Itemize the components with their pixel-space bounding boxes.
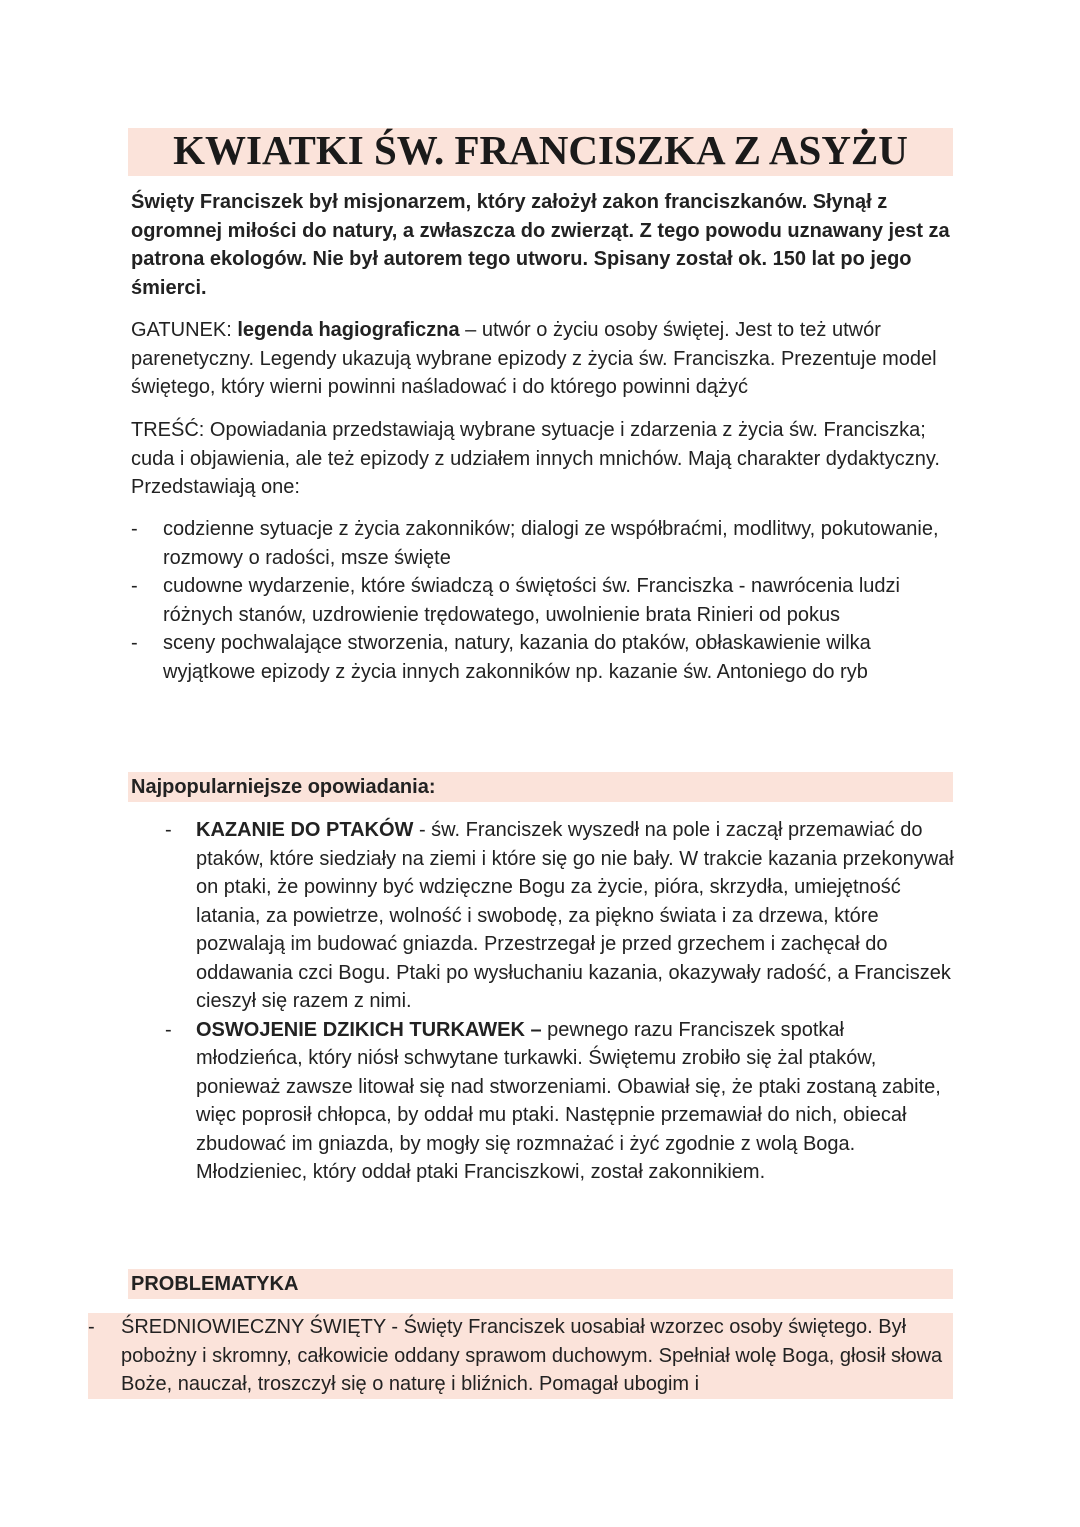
page-title: KWIATKI ŚW. FRANCISZKA Z ASYŻU: [173, 127, 908, 173]
story-item: [165, 1016, 955, 1187]
dash-bullet: -: [131, 518, 138, 540]
list-item-text: sceny pochwalające stworzenia, natury, kazania do ptaków, obłaskawienie wilka wyjątkowe epizody z życia innych zakonników np. kazanie św. Antoniego do ryb: [163, 632, 871, 683]
list-item: [131, 515, 961, 572]
genre-term: legenda hagiograficzna: [237, 319, 460, 341]
popular-heading: Najpopularniejsze opowiadania:: [131, 776, 436, 798]
dash-bullet: -: [165, 819, 172, 841]
dash-bullet: -: [165, 1018, 172, 1041]
dash-bullet: -: [131, 575, 138, 597]
story-text: pewnego razu Franciszek spotkał młodzieńca, który niósł schwytane turkawki. Świętemu zrobiło się żal ptaków, ponieważ zawsze litował się nad stworzeniami. Obawiał się, że ptaki zostaną zabite, więc poprosił chłopca, by oddał mu ptaki. Następnie przemawiał do nich, obiecał zbudować im gniazda, by mogły się rozmnażać i żyć zgodnie z wolą Boga. Młodzieniec, który oddał ptaki Franciszkowi, został zakonnikiem.: [196, 1018, 941, 1183]
dash-bullet: -: [131, 632, 138, 654]
genre-label: GATUNEK:: [131, 319, 238, 341]
content-paragraph: TREŚĆ: Opowiadania przedstawiają wybrane sytuacje i zdarzenia z życia św. Franciszka; cuda i objawienia, ale też epizody z udziałem innych mnichów. Mają charakter dydaktyczny. Przedstawiają one:: [131, 419, 940, 498]
list-item: [88, 1313, 953, 1399]
genre-text: – utwór o życiu osoby świętej. Jest to też utwór parenetyczny. Legendy ukazują wybrane epizody z życia św. Franciszka. Prezentuje model świętego, który wierni powinni naśladować i do którego powinni dążyć: [131, 319, 937, 398]
story-text: - św. Franciszek wyszedł na pole i zaczął przemawiać do ptaków, które siedziały na ziemi i które się go nie bały. W trakcie kazania przekonywał on ptaki, że powinny być wdzięczne Bogu za życie, pióra, skrzydła, umiejętność latania, za powietrze, wolność i swobodę, za piękno świata i za drzewa, które pozwalają im budować gniazda. Przestrzegał je przed grzechem i zachęcał do oddawania czci Bogu. Ptaki po wysłuchaniu kazania, okazywały radość, a Franciszek cieszył się razem z nimi.: [196, 819, 954, 1012]
story-item: [165, 816, 955, 1016]
story-title: OSWOJENIE DZIKICH TURKAWEK –: [196, 1018, 542, 1041]
genre-paragraph: [131, 316, 956, 402]
problem-text: ŚREDNIOWIECZNY ŚWIĘTY - Święty Franciszek uosabiał wzorzec osoby świętego. Był pobożny i skromny, całkowicie oddany sprawom duchowym. Spełniał wolę Boga, głosił słowa Boże, nauczał, troszczył się o naturę i bliźnich. Pomagał ubogim i: [121, 1316, 943, 1395]
list-item-text: cudowne wydarzenie, które świadczą o świętości św. Franciszka - nawrócenia ludzi różnych stanów, uzdrowienie trędowatego, uwolnienie brata Rinieri od pokus: [163, 575, 900, 626]
list-item: [131, 629, 961, 686]
problems-heading: PROBLEMATYKA: [131, 1273, 299, 1295]
list-item: [131, 572, 961, 629]
stories-list: [165, 816, 955, 1187]
content-list: [131, 515, 961, 686]
dash-bullet: -: [88, 1316, 95, 1338]
problems-list: [88, 1313, 953, 1399]
list-item-text: codzienne sytuacje z życia zakonników; dialogi ze współbraćmi, modlitwy, pokutowanie, rozmowy o radości, msze święte: [163, 518, 939, 569]
story-title: KAZANIE DO PTAKÓW: [196, 819, 414, 841]
intro-paragraph: Święty Franciszek był misjonarzem, który założył zakon franciszkanów. Słynął z ogromnej miłości do natury, a zwłaszcza do zwierząt. Z tego powodu uznawany jest za patrona ekologów. Nie był autorem tego utworu. Spisany został ok. 150 lat po jego śmierci.: [131, 191, 950, 299]
